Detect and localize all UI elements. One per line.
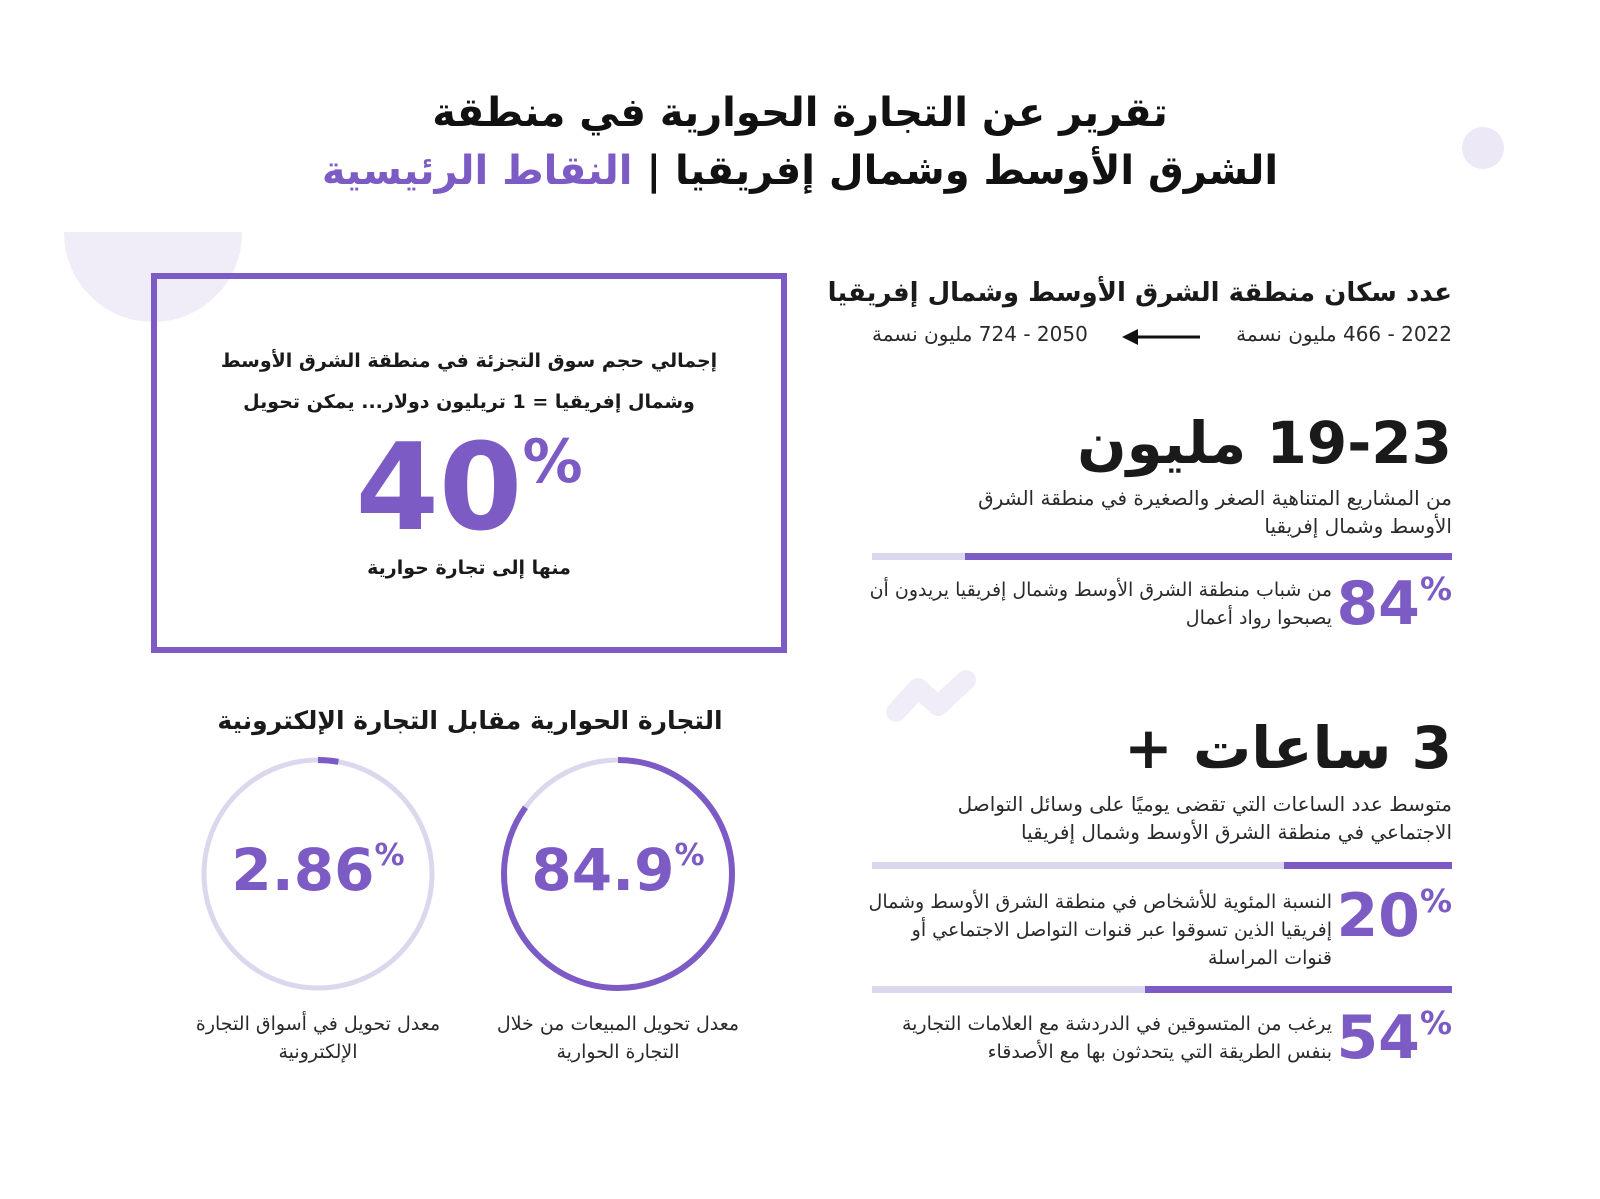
conversational-value-unit: % [674, 838, 705, 873]
smes-description: من المشاريع المتناهية الصغر والصغيرة في منطقة الشرق الأوسط وشمال إفريقيا [978, 486, 1452, 538]
title-line-2 [300, 142, 1300, 200]
ecommerce-conversion-value [198, 836, 438, 904]
chat-shoppers-description: يرغب من المتسوقين في الدردشة مع العلامات التجارية بنفس الطريقة التي يتحدثون بها مع الأصدقاء [901, 1013, 1332, 1063]
title-region: الشرق الأوسط وشمال إفريقيا [675, 148, 1279, 194]
title-line-1: تقرير عن التجارة الحوارية في منطقة [432, 90, 1168, 136]
market-size-subtext: منها إلى تجارة حوارية [367, 557, 571, 579]
conversational-conversion-value [498, 836, 738, 904]
hours-value: 3 ساعات + [1124, 714, 1452, 782]
chat-shoppers-percentage [1336, 1003, 1452, 1073]
market-size-text: إجمالي حجم سوق التجزئة في منطقة الشرق الأوسط وشمال إفريقيا = 1 تريليون دولار... يمكن تحويل [220, 350, 718, 413]
youth-value: 84 [1336, 569, 1420, 639]
conversational-value-number: 84.9 [531, 836, 675, 904]
social-shoppers-value: 20 [1336, 881, 1420, 951]
market-percentage-unit: % [522, 427, 583, 497]
youth-bar-fill [965, 553, 1452, 560]
population-row [872, 322, 1452, 350]
chat-shoppers-bar-fill [1145, 986, 1452, 993]
youth-bar [872, 553, 1452, 560]
chat-shoppers-bar [872, 986, 1452, 993]
market-percentage [157, 419, 781, 558]
title-accent: النقاط الرئيسية [321, 148, 633, 194]
decorative-circle [1462, 127, 1504, 169]
social-shoppers-bar-fill [1284, 862, 1452, 869]
population-title: عدد سكان منطقة الشرق الأوسط وشمال إفريقيا [827, 278, 1452, 308]
market-percentage-value: 40 [355, 419, 523, 558]
social-shoppers-bar [872, 862, 1452, 869]
social-shoppers-unit: % [1419, 882, 1452, 920]
conversion-title: التجارة الحوارية مقابل التجارة الإلكترونية [217, 706, 723, 735]
chat-shoppers-value: 54 [1336, 1003, 1420, 1073]
market-size-box [151, 273, 787, 653]
youth-unit: % [1419, 570, 1452, 608]
ecommerce-value-unit: % [374, 838, 405, 873]
social-shoppers-description: النسبة المئوية للأشخاص في منطقة الشرق الأوسط وشمال إفريقيا الذين تسوقوا عبر قنوات التواصل الاجتماعي أو قنوات المراسلة [868, 891, 1332, 969]
ecommerce-value-number: 2.86 [231, 836, 375, 904]
hours-description: متوسط عدد الساعات التي تقضى يوميًا على وسائل التواصل الاجتماعي في منطقة الشرق الأوسط وشمال إفريقيا [957, 792, 1452, 844]
population-2022: 2022 - 466 مليون نسمة [1236, 322, 1452, 346]
conversational-conversion-label: معدل تحويل المبيعات من خلال التجارة الحوارية [496, 1013, 740, 1063]
population-2050: 2050 - 724 مليون نسمة [872, 322, 1088, 346]
youth-description: من شباب منطقة الشرق الأوسط وشمال إفريقيا يريدون أن يصبحوا رواد أعمال [869, 579, 1332, 629]
smes-value: 19-23 مليون [1077, 409, 1452, 477]
arrow-left-icon [1122, 327, 1202, 347]
youth-percentage [1336, 569, 1452, 639]
social-shoppers-percentage [1336, 881, 1452, 951]
title-separator: | [646, 148, 662, 194]
chat-shoppers-unit: % [1419, 1004, 1452, 1042]
page-title [300, 84, 1300, 200]
ecommerce-conversion-label: معدل تحويل في أسواق التجارة الإلكترونية [195, 1013, 441, 1063]
